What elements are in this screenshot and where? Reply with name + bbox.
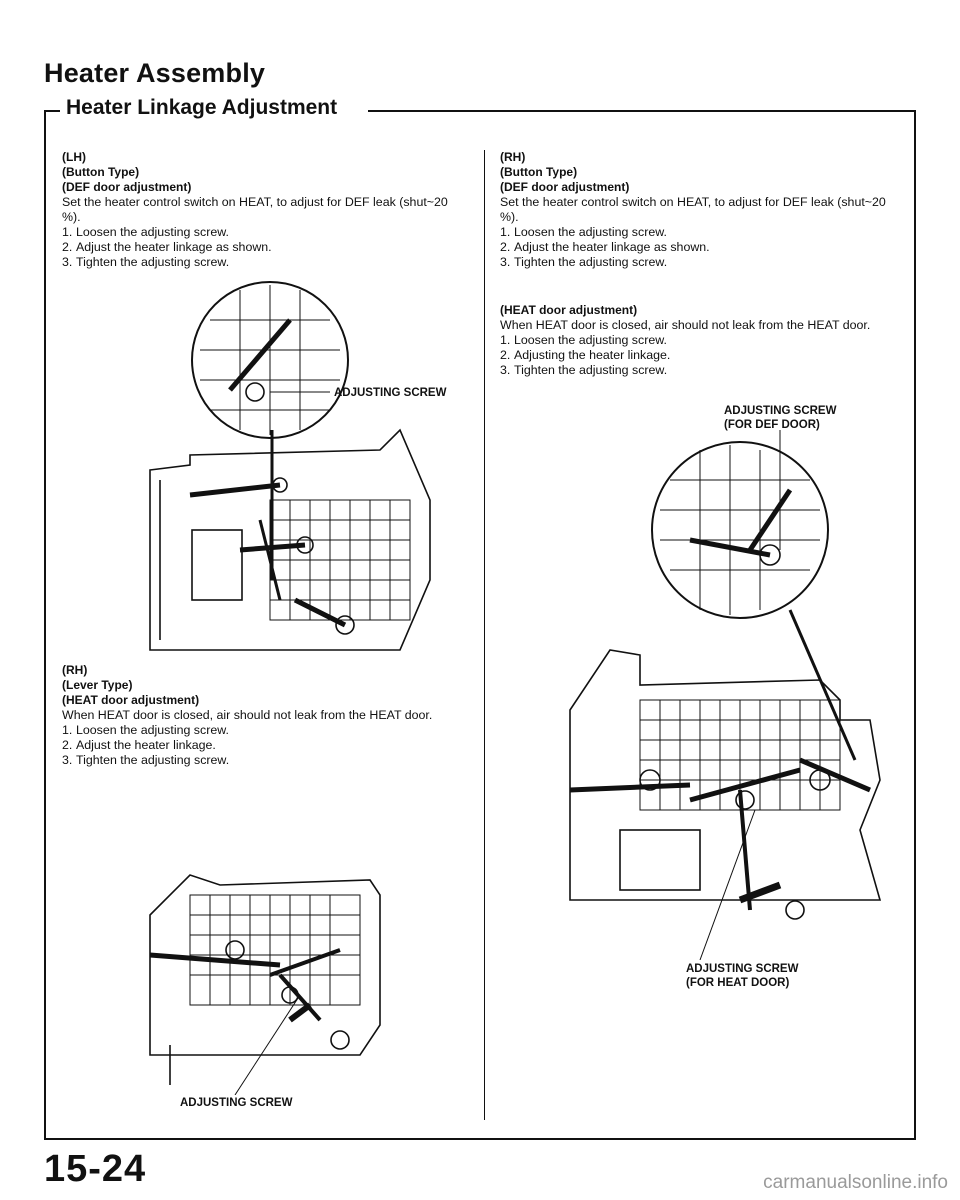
page-title: Heater Assembly — [44, 58, 266, 88]
rh-heat-step-3: 3. Tighten the adjusting screw. — [500, 363, 668, 377]
rh-lever-adjusting-screw-callout: ADJUSTING SCREW — [180, 1097, 293, 1109]
rh-lever-mode-label: (HEAT door adjustment) — [62, 693, 200, 707]
rh-lever-step-2: 2. Adjust the heater linkage. — [62, 738, 216, 752]
section-title: Heater Linkage Adjustment — [60, 96, 343, 120]
rh-lever-heater-linkage-figure — [130, 855, 410, 1095]
lh-step-2: 2. Adjust the heater linkage as shown. — [62, 240, 272, 254]
heat-door-screw-callout: ADJUSTING SCREW (FOR HEAT DOOR) — [686, 963, 799, 989]
rh-button-mode-label: (DEF door adjustment) — [500, 180, 630, 194]
rh-button-heater-linkage-figure — [540, 430, 900, 960]
lh-mode-label: (DEF door adjustment) — [62, 180, 192, 194]
rh-button-side-label: (RH) — [500, 150, 526, 164]
rh-button-step-1: 1. Loosen the adjusting screw. — [500, 225, 667, 239]
lh-intro-text: Set the heater control switch on HEAT, to adjust for DEF leak (shut~20 %). — [62, 195, 448, 224]
def-door-screw-callout: ADJUSTING SCREW (FOR DEF DOOR) — [724, 405, 837, 431]
frame-top-right — [368, 110, 916, 112]
rh-button-heat-block — [500, 303, 900, 378]
frame-left — [44, 110, 46, 1140]
frame-right — [914, 110, 916, 1140]
lh-button-def-block — [62, 150, 462, 270]
rh-lever-intro-text: When HEAT door is closed, air should not leak from the HEAT door. — [62, 708, 433, 722]
rh-button-intro-text: Set the heater control switch on HEAT, to adjust for DEF leak (shut~20 %). — [500, 195, 886, 224]
watermark: carmanualsonline.info — [763, 1172, 948, 1193]
frame-bottom — [44, 1138, 916, 1140]
lh-side-label: (LH) — [62, 150, 86, 164]
lh-step-3: 3. Tighten the adjusting screw. — [62, 255, 230, 269]
lh-type-label: (Button Type) — [62, 165, 140, 179]
rh-lever-heat-block — [62, 663, 462, 768]
rh-lever-step-1: 1. Loosen the adjusting screw. — [62, 723, 229, 737]
rh-lever-step-3: 3. Tighten the adjusting screw. — [62, 753, 230, 767]
rh-heat-step-2: 2. Adjusting the heater linkage. — [500, 348, 671, 362]
column-divider — [484, 150, 485, 1120]
rh-button-def-block — [500, 150, 900, 270]
lh-step-1: 1. Loosen the adjusting screw. — [62, 225, 229, 239]
rh-lever-side-label: (RH) — [62, 663, 88, 677]
rh-button-type-label: (Button Type) — [500, 165, 578, 179]
rh-heat-step-1: 1. Loosen the adjusting screw. — [500, 333, 667, 347]
page-number: 15-24 — [44, 1148, 147, 1190]
rh-button-step-2: 2. Adjust the heater linkage as shown. — [500, 240, 710, 254]
rh-heat-mode-label: (HEAT door adjustment) — [500, 303, 638, 317]
rh-button-step-3: 3. Tighten the adjusting screw. — [500, 255, 668, 269]
rh-heat-intro-text: When HEAT door is closed, air should not leak from the HEAT door. — [500, 318, 871, 332]
lh-adjusting-screw-callout: ADJUSTING SCREW — [334, 387, 447, 399]
rh-lever-type-label: (Lever Type) — [62, 678, 133, 692]
lh-heater-linkage-figure — [130, 280, 460, 660]
